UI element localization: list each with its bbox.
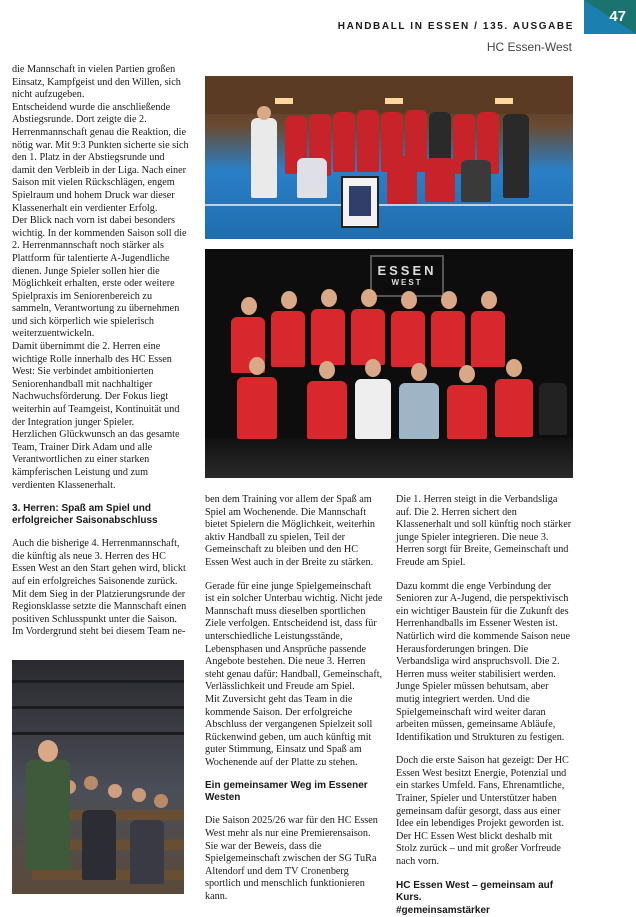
roof-beam (12, 706, 184, 709)
paragraph: Natürlich wird die kommende Saison neue Herausforderungen bringen. Die Verbandsliga wird anspruchsvoll. Die 2. Herren muss weiter stabilisiert werden. Junge Spieler müssen behutsam, aber mutig integriert werden. Und die Spielgemeinschaft wird weiter daran arbeiten müssen, gemeinsame Abläufe, Identifikation und Strukturen zu festigen. (396, 630, 570, 743)
club-name: HC Essen-West (486, 40, 572, 54)
paragraph: Gerade für eine junge Spielgemeinschaft ist ein solcher Unterbau wichtig. Nicht jede Mannschaft muss dieselben sportlichen Ziele verfolgen. Entscheidend ist, dass für unterschiedliche Leistungsstände, Lebensphasen und Ansprüche passende Angebote bestehen. Die neue 3. Herren steht genau dafür: Handball, Gemeinschaft, Verlässlichkeit und Freude am Spiel. (205, 580, 383, 693)
player-head (321, 289, 337, 307)
player-head (319, 361, 335, 379)
player-head (411, 363, 427, 381)
player-figure (297, 158, 327, 198)
photo-fans-hall (12, 660, 184, 894)
player-head (441, 291, 457, 309)
roof-beam (12, 680, 184, 683)
player-head (257, 106, 271, 120)
player-figure (503, 114, 529, 198)
player-figure (391, 311, 425, 367)
page-number: 47 (609, 8, 626, 25)
player-figure (357, 110, 379, 172)
player-head (481, 291, 497, 309)
player-figure (495, 379, 533, 437)
player-figure (311, 309, 345, 365)
paragraph: Herzlichen Glückwunsch an das gesamte Team, Trainer Dirk Adam und alle Verantwortlichen zu einer starken kämpferischen Leistung und zum verdienten Klassenerhalt. (12, 429, 180, 491)
player-figure (237, 377, 277, 439)
section-heading: 3. Herren: Spaß am Spiel und erfolgreicher Saisonabschluss (12, 503, 158, 527)
column-2 (205, 494, 383, 904)
photo-celebration-court (205, 76, 573, 239)
player-figure (351, 309, 385, 365)
hall-light (275, 98, 293, 104)
player-head (281, 291, 297, 309)
hall-light (385, 98, 403, 104)
player-head (401, 291, 417, 309)
fan-figure (154, 794, 168, 808)
section-heading: Ein gemeinsamer Weg im Essener Westen (205, 780, 368, 804)
paragraph: Der Blick nach vorn ist dabei besonders wichtig. In der kommenden Saison soll die 2. Herrenmannschaft noch stärker als Plattform für talentierte A-Jugendliche dienen. Junge Spieler sollen hier die Möglichkeit erhalten, erste oder weitere Spielpraxis im Seniorenbereich zu sammeln, Verantwortung zu übernehmen und sich körperlich wie spielerisch weiterzuentwickeln. (12, 215, 187, 340)
closing-line: HC Essen West – gemeinsam auf Kurs. (396, 879, 554, 904)
header-bar (0, 0, 636, 38)
stand-row (52, 810, 184, 820)
player-figure (399, 383, 439, 439)
player-figure (431, 311, 465, 367)
player-figure (471, 311, 505, 367)
player-head (365, 359, 381, 377)
paragraph: die Mannschaft in vielen Partien großen Einsatz, Kampfgeist und den Willen, sich nicht aufzugeben. (12, 64, 181, 101)
paragraph: ben dem Training vor allem der Spaß am Spiel am Wochenende. Die Mannschaft bietet Spielern die Möglichkeit, weiterhin aktiv Handball zu spielen, Teil der Gemeinschaft zu bleiben und den HC Essen West auch in der Breite zu stärken. (205, 494, 376, 568)
roof-beam (12, 732, 184, 735)
fan-figure (26, 760, 70, 870)
player-figure (447, 385, 487, 439)
player-figure (355, 379, 391, 439)
player-figure (461, 160, 491, 202)
fan-figure (132, 788, 146, 802)
player-figure (251, 118, 277, 198)
paragraph: Mit Zuversicht geht das Team in die kommende Saison. Der erfolgreiche Abschluss der vergangenen Spielzeit soll Rückenwind geben, um auch künftig mit guter Stimmung, Einsatz und Spaß am Wochenende auf der Platte zu stehen. (205, 693, 373, 768)
column-3 (396, 494, 574, 917)
player-figure (425, 158, 455, 202)
hashtag: #gemeinsamstärker (396, 904, 490, 916)
court-line (205, 204, 573, 206)
paragraph: Die 1. Herren steigt in die Verbandsliga auf. Die 2. Herren sichert den Klassenerhalt und soll künftig noch stärker junge Spieler integrieren. Die neue 3. Herren sorgt für Breite, Gemeinschaft und Freude am Spiel. (396, 494, 572, 568)
issue-kicker: HANDBALL IN ESSEN / 135. AUSGABE (337, 21, 574, 32)
paragraph: Im Vordergrund steht bei diesem Team ne- (12, 626, 186, 638)
paragraph: Damit übernimmt die 2. Herren eine wichtige Rolle innerhalb des HC Essen West: Sie verbindet ambitionierten Seniorenhandball mit nachhaltiger Nachwuchsförderung. Der Fokus liegt weiterhin auf Teamgeist, Kontinuität und der Integration junger Spieler. (12, 341, 180, 428)
paragraph: Entscheidend wurde die anschließende Abstiegsrunde. Dort zeigte die 2. Herrenmannschaft genau die Reaktion, die nötig war. Mit 9:3 Punkten sicherte sie sich den 1. Platz in der Abstiegsrunde und damit den Verbleib in der Liga. Nach einer Saison mit vielen Rückschlägen, engem Spielraum und hohem Druck war dieser Klassenerhalt ein verdienter Erfolg. (12, 101, 189, 214)
player-figure (539, 383, 567, 435)
paragraph: Doch die erste Saison hat gezeigt: Der HC Essen West besitzt Energie, Potenzial und ein starkes Umfeld. Fans, Ehrenamtliche, Trainer, Spieler und Unterstützer haben gemeinsam dafür gesorgt, dass aus einer Idee ein lebendiges Projekt geworden ist. (396, 755, 569, 830)
club-logo: ESSEN WEST (370, 255, 444, 297)
fan-figure (82, 810, 116, 880)
player-head (361, 289, 377, 307)
trophy-frame (341, 176, 379, 228)
player-figure (333, 112, 355, 172)
paragraph: Auch die bisherige 4. Herrenmannschaft, die künftig als neue 3. Herren des HC Essen West an den Start gehen wird, blickt auf ein erfolgreiches Saisonende zurück. Mit dem Sieg in der Platzierungsrunde der Regionsklasse setzte die Mannschaft einen positiven Schlusspunkt unter die Saison. (12, 538, 187, 625)
photo-team-portrait (205, 249, 573, 478)
player-head (241, 297, 257, 315)
fan-head (38, 740, 58, 762)
player-head (506, 359, 522, 377)
fan-figure (108, 784, 122, 798)
player-figure (307, 381, 347, 439)
floor (205, 438, 573, 478)
player-figure (271, 311, 305, 367)
paragraph: Der HC Essen West blickt deshalb mit Stolz zurück – und mit großer Vorfreude nach vorn. (396, 830, 561, 868)
column-1 (12, 64, 190, 639)
paragraph: Die Saison 2025/26 war für den HC Essen West mehr als nur eine Premierensaison. Sie war der Beweis, dass die Spielgemeinschaft zwischen der SG TuRa Altendorf und dem TV Cronenberg sportlich und menschlich funktionieren kann. (205, 815, 378, 903)
fan-figure (84, 776, 98, 790)
player-head (459, 365, 475, 383)
player-figure (387, 156, 417, 204)
hall-light (495, 98, 513, 104)
paragraph: Dazu kommt die enge Verbindung der Senioren zur A-Jugend, die perspektivisch ein wichtiger Baustein für die Zukunft des Herrenhandballs im Essener Westen ist. (396, 580, 569, 630)
fan-figure (130, 820, 164, 884)
player-head (249, 357, 265, 375)
